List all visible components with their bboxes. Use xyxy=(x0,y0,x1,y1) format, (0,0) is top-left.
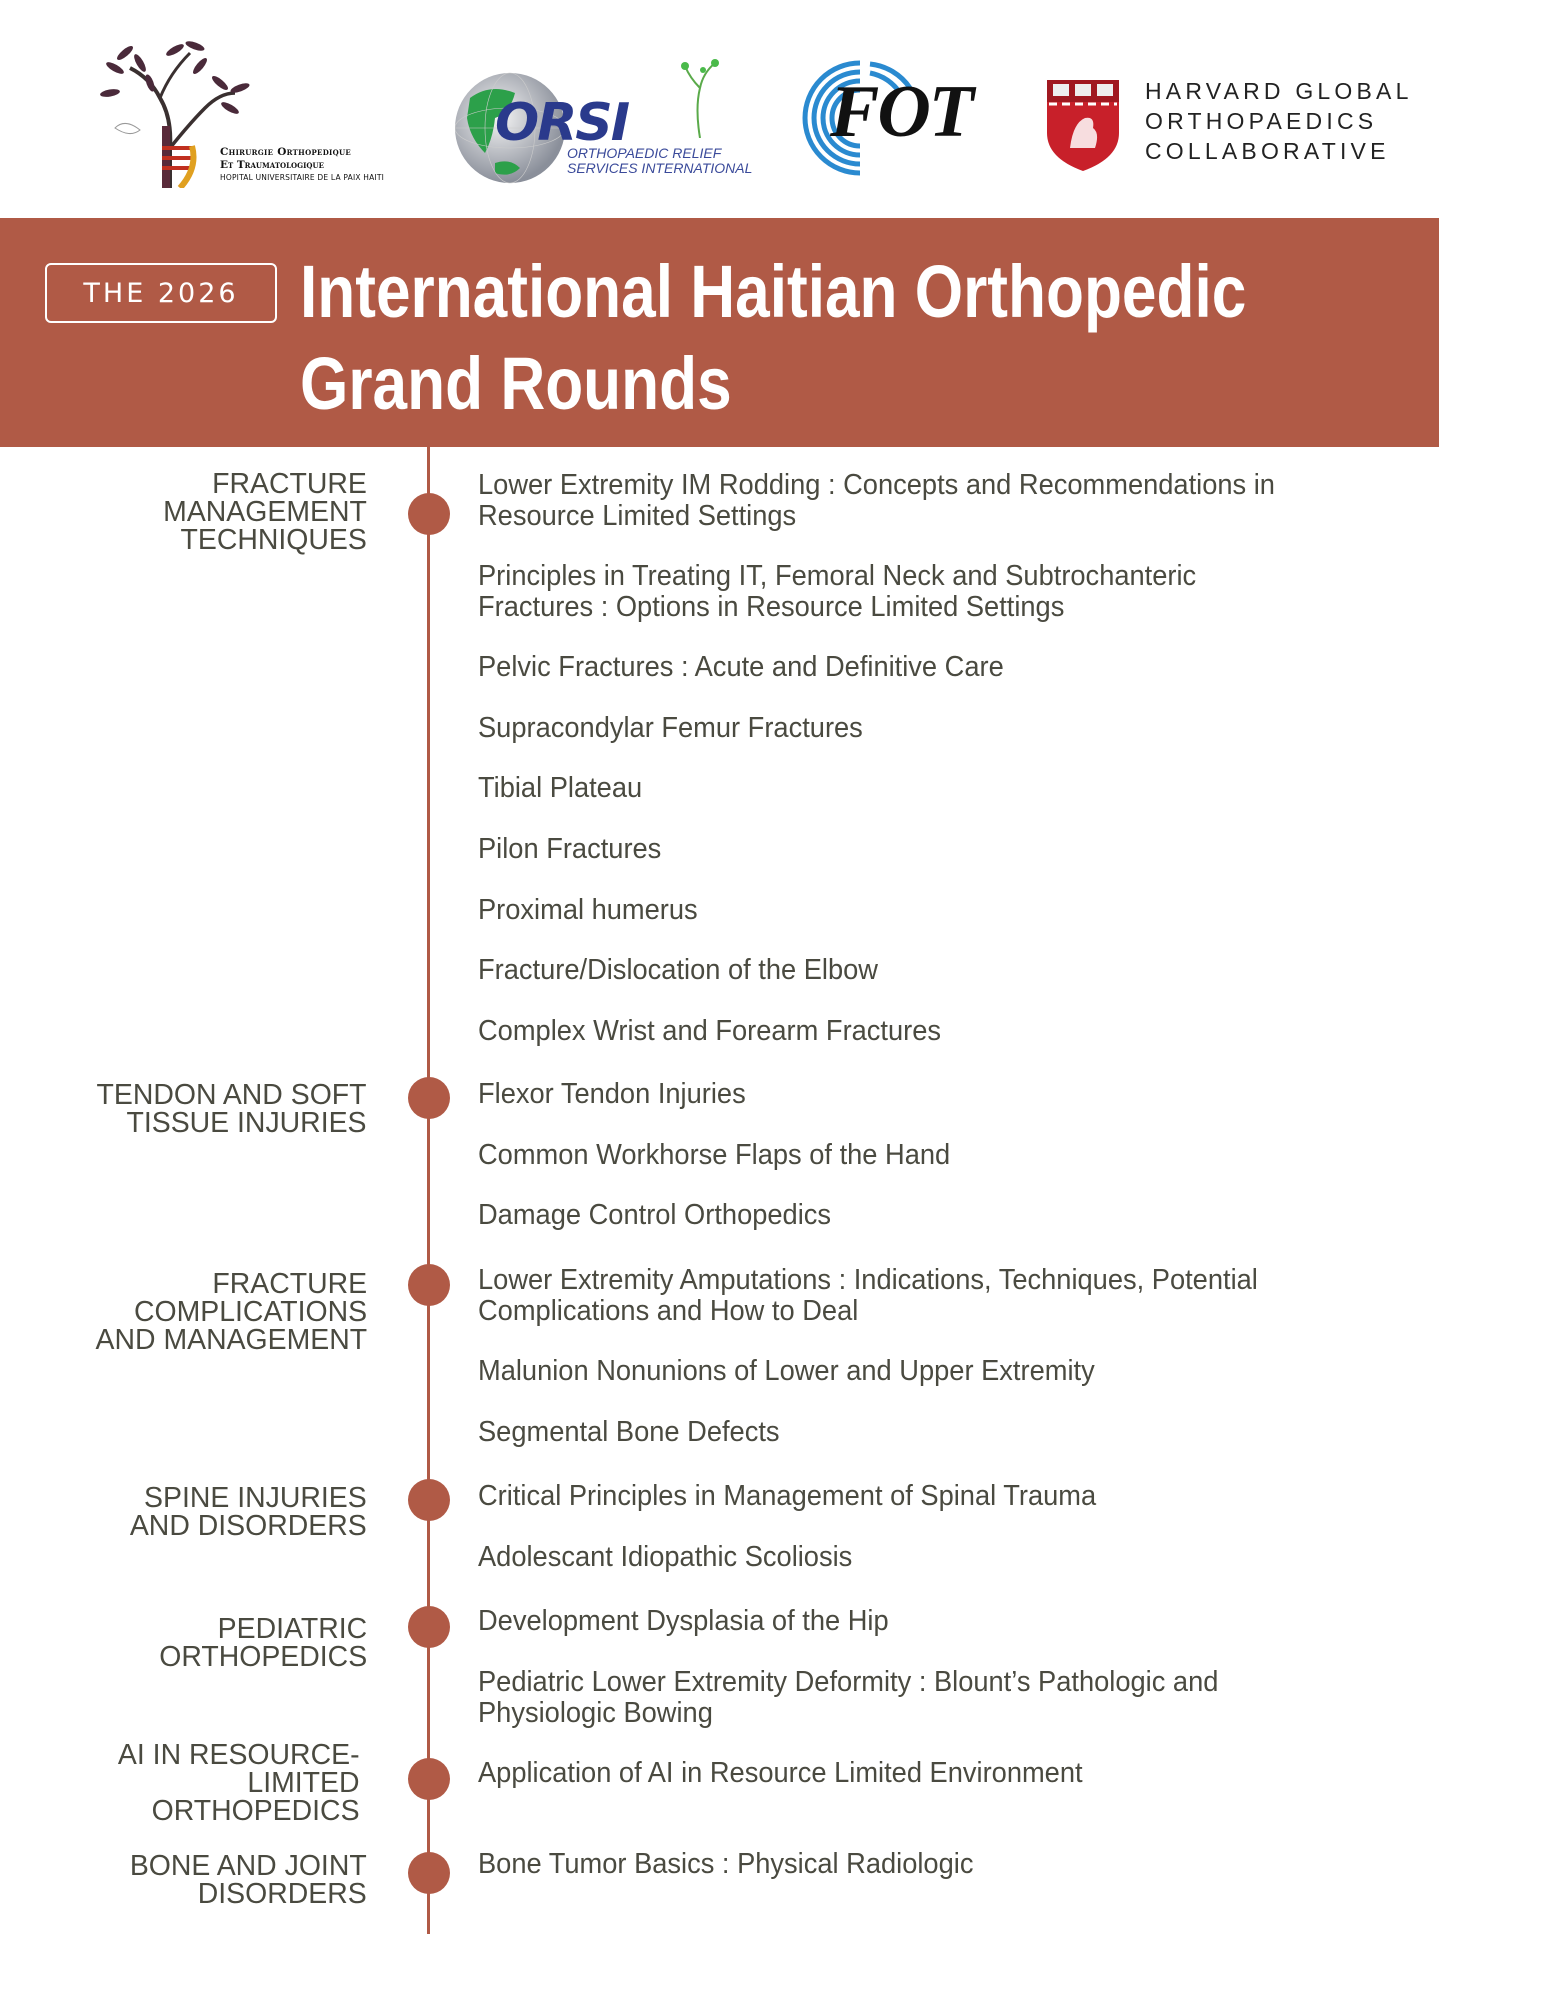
category-fracture-management-techniques xyxy=(163,470,367,554)
topic-item: Complex Wrist and Forearm Fractures xyxy=(478,1015,942,1047)
topic-item: Segmental Bone Defects xyxy=(478,1416,780,1448)
category-line: FRACTURE xyxy=(212,1268,367,1300)
category-line: PEDIATRIC xyxy=(217,1613,367,1645)
title-line1: International Haitian Orthopedic xyxy=(300,250,1247,333)
title-line2: Grand Rounds xyxy=(300,342,732,425)
category-tendon-soft-tissue xyxy=(97,1081,367,1137)
category-line: BONE AND JOINT xyxy=(130,1850,367,1882)
topic-item: Supracondylar Femur Fractures xyxy=(478,712,863,744)
timeline-dot xyxy=(408,1852,450,1894)
plant-icon xyxy=(675,58,725,138)
category-pediatric xyxy=(159,1615,367,1671)
orsi-logo xyxy=(455,58,765,188)
topic-item: Tibial Plateau xyxy=(478,772,643,804)
timeline-dot xyxy=(408,1264,450,1306)
category-line: COMPLICATIONS xyxy=(133,1296,367,1328)
topic-item: Bone Tumor Basics : Physical Radiologic xyxy=(478,1848,974,1880)
topic-line: Lower Extremity IM Rodding : Concepts and Recommendations in xyxy=(478,469,1275,501)
topic-item: Malunion Nonunions of Lower and Upper Extremity xyxy=(478,1355,1095,1387)
harvard-shield-icon xyxy=(1045,78,1121,173)
category-line: FRACTURE xyxy=(212,468,367,500)
logo1-line2: Et Traumatologique xyxy=(220,159,324,171)
page-title xyxy=(300,246,1246,430)
category-line: SPINE INJURIES xyxy=(144,1482,367,1514)
category-spine xyxy=(130,1484,367,1540)
orsi-subtitle-line1: ORTHOPAEDIC RELIEF xyxy=(567,145,722,161)
topic-item: Common Workhorse Flaps of the Hand xyxy=(478,1139,951,1171)
topic-item xyxy=(478,561,1196,623)
category-line: ORTHOPEDICS xyxy=(159,1641,367,1673)
fot-wordmark: FOT xyxy=(830,71,972,153)
sponsor-logos xyxy=(0,0,1545,215)
topic-item: Damage Control Orthopedics xyxy=(478,1199,832,1231)
logo1-line3: HOPITAL UNIVERSITAIRE DE LA PAIX HAITI xyxy=(220,173,385,182)
timeline-dot xyxy=(408,1479,450,1521)
topic-item: Pilon Fractures xyxy=(478,833,662,865)
harvard-line2: ORTHOPAEDICS xyxy=(1145,108,1378,134)
topic-line: Pediatric Lower Extremity Deformity : Blount’s Pathologic and xyxy=(478,1666,1219,1698)
topic-item xyxy=(478,1667,1218,1729)
category-line: TISSUE INJURIES xyxy=(126,1107,368,1139)
topic-item: Development Dysplasia of the Hip xyxy=(478,1605,889,1637)
topic-item: Application of AI in Resource Limited Environment xyxy=(478,1757,1083,1789)
category-line: TECHNIQUES xyxy=(180,524,367,556)
topic-item xyxy=(478,470,1275,532)
category-line: TENDON AND SOFT xyxy=(96,1079,367,1111)
topic-item: Pelvic Fractures : Acute and Definitive Care xyxy=(478,651,1004,683)
harvard-line3: COLLABORATIVE xyxy=(1145,138,1390,164)
topic-item: Proximal humerus xyxy=(478,894,698,926)
timeline-dot xyxy=(408,1077,450,1119)
topic-item: Flexor Tendon Injuries xyxy=(478,1078,746,1110)
category-fracture-complications xyxy=(95,1270,367,1354)
topic-line: Physiologic Bowing xyxy=(478,1697,713,1729)
logo1-line1: Chirurgie Orthopedique xyxy=(220,146,352,158)
fot-logo xyxy=(800,58,980,178)
timeline-line xyxy=(427,447,430,1934)
timeline-dot xyxy=(408,1606,450,1648)
chirurgie-orthopedique-logo xyxy=(100,38,430,188)
orsi-wordmark: ORSI xyxy=(495,93,629,153)
category-line: AND DISORDERS xyxy=(130,1510,367,1542)
category-line: MANAGEMENT xyxy=(163,496,367,528)
topic-item: Fracture/Dislocation of the Elbow xyxy=(478,954,878,986)
topic-item: Adolescant Idiopathic Scoliosis xyxy=(478,1541,853,1573)
topic-line: Lower Extremity Amputations : Indications, Techniques, Potential xyxy=(478,1264,1258,1296)
harvard-global-orthopaedics-logo xyxy=(1045,78,1425,178)
topic-item xyxy=(478,1265,1258,1327)
category-line: AND MANAGEMENT xyxy=(95,1324,367,1356)
category-line: LIMITED xyxy=(247,1767,360,1799)
title-banner xyxy=(0,218,1439,447)
category-line: AI IN RESOURCE- xyxy=(118,1739,360,1771)
topic-line: Fractures : Options in Resource Limited Settings xyxy=(478,591,1065,623)
harvard-line1: HARVARD GLOBAL xyxy=(1145,78,1413,104)
category-bone-joint xyxy=(130,1852,367,1908)
topic-line: Complications and How to Deal xyxy=(478,1295,859,1327)
topic-line: Resource Limited Settings xyxy=(478,500,797,532)
category-ai xyxy=(118,1741,360,1825)
category-line: DISORDERS xyxy=(198,1878,367,1910)
topic-item: Critical Principles in Management of Spinal Trauma xyxy=(478,1480,1097,1512)
timeline-dot xyxy=(408,493,450,535)
timeline-dot xyxy=(408,1758,450,1800)
orsi-subtitle-line2: SERVICES INTERNATIONAL xyxy=(567,160,753,176)
year-badge: THE 2026 xyxy=(45,263,277,323)
category-line: ORTHOPEDICS xyxy=(152,1795,360,1827)
topic-line: Principles in Treating IT, Femoral Neck and Subtrochanteric xyxy=(478,560,1197,592)
